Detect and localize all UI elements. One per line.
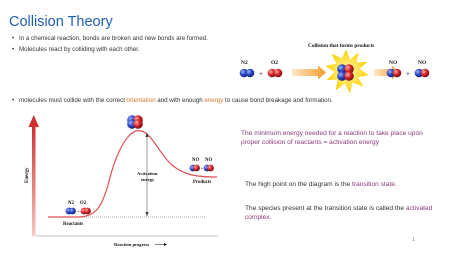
bullet-text: Molecules react by colliding with each other. bbox=[19, 46, 140, 53]
reactants-label: Reactants bbox=[63, 222, 84, 227]
product-no-label-2: NO bbox=[418, 60, 427, 66]
diagram-n2-label: N2 bbox=[68, 201, 74, 206]
collision-burst-icon bbox=[326, 50, 368, 93]
energy-axis-arrow bbox=[29, 115, 40, 236]
o2-molecule bbox=[268, 69, 283, 78]
activated-complex-icon bbox=[127, 115, 143, 129]
slide-title: Collision Theory bbox=[9, 14, 113, 30]
reaction-progress-arrow-icon bbox=[155, 243, 167, 246]
orientation-term: orientation bbox=[126, 97, 156, 104]
diagram-no-label-1: NO bbox=[192, 158, 200, 163]
plus-sign: + bbox=[77, 210, 80, 215]
diagram-no-molecule-2 bbox=[204, 165, 214, 172]
diagram-no-label-2: NO bbox=[205, 158, 213, 163]
diagram-no-molecule-1 bbox=[190, 165, 200, 172]
bullet-text-part2: and with enough bbox=[155, 97, 205, 104]
complex-suffix: . bbox=[269, 214, 272, 221]
reaction-figure bbox=[240, 50, 430, 93]
plus-sign: + bbox=[200, 167, 204, 172]
energy-term: energy bbox=[204, 97, 224, 104]
products-label: Products bbox=[193, 180, 212, 185]
activated-complex-term: activated complex bbox=[245, 205, 433, 221]
plus-sign: + bbox=[259, 70, 263, 78]
complex-prefix: The species present at the transition state is called the bbox=[245, 205, 406, 212]
bullet-text-part1: molecules must collide with the correct bbox=[19, 97, 127, 104]
reaction-figure-caption: Collision that forms products bbox=[308, 43, 375, 49]
diagram-o2-label: O2 bbox=[80, 201, 87, 206]
product-no-label-1: NO bbox=[389, 60, 398, 66]
activation-energy-label-line1: Activation bbox=[137, 171, 158, 176]
bullet-text-part3: to cause bond breakage and formation. bbox=[223, 97, 333, 104]
no-molecule-2 bbox=[415, 69, 430, 78]
diagram-o2-molecule bbox=[81, 208, 91, 215]
bullet-dot: • bbox=[12, 35, 15, 42]
transition-prefix: The high point on the diagram is the bbox=[245, 181, 353, 188]
energy-diagram bbox=[25, 115, 218, 247]
reactant-o2-label: O2 bbox=[271, 60, 279, 66]
transition-state-callout bbox=[245, 180, 435, 189]
activation-energy-callout: The minimum energy needed for a reaction to take place upon proper collision of reactants = activation energy bbox=[241, 130, 423, 146]
activation-energy-label-line2: energy bbox=[141, 177, 155, 182]
transition-suffix: . bbox=[394, 181, 397, 188]
diagram-n2-molecule bbox=[66, 202, 76, 214]
bullet-dot: • bbox=[12, 97, 15, 104]
incoming-arrow-icon bbox=[292, 66, 326, 80]
reaction-progress-label: Reaction progress bbox=[114, 242, 150, 247]
activated-complex-callout bbox=[245, 204, 435, 222]
n2-molecule bbox=[240, 69, 255, 78]
page-number: 1 bbox=[412, 237, 416, 243]
energy-axis-label: Energy bbox=[25, 167, 30, 183]
plus-sign: + bbox=[406, 70, 410, 78]
bullet-text: In a chemical reaction, bonds are broken and new bonds are formed. bbox=[19, 35, 208, 42]
reactant-n2-label: N2 bbox=[241, 60, 248, 66]
bullet-dot: • bbox=[12, 46, 15, 53]
no-molecule-1 bbox=[387, 69, 402, 78]
transition-state-term: transition state bbox=[352, 181, 395, 188]
